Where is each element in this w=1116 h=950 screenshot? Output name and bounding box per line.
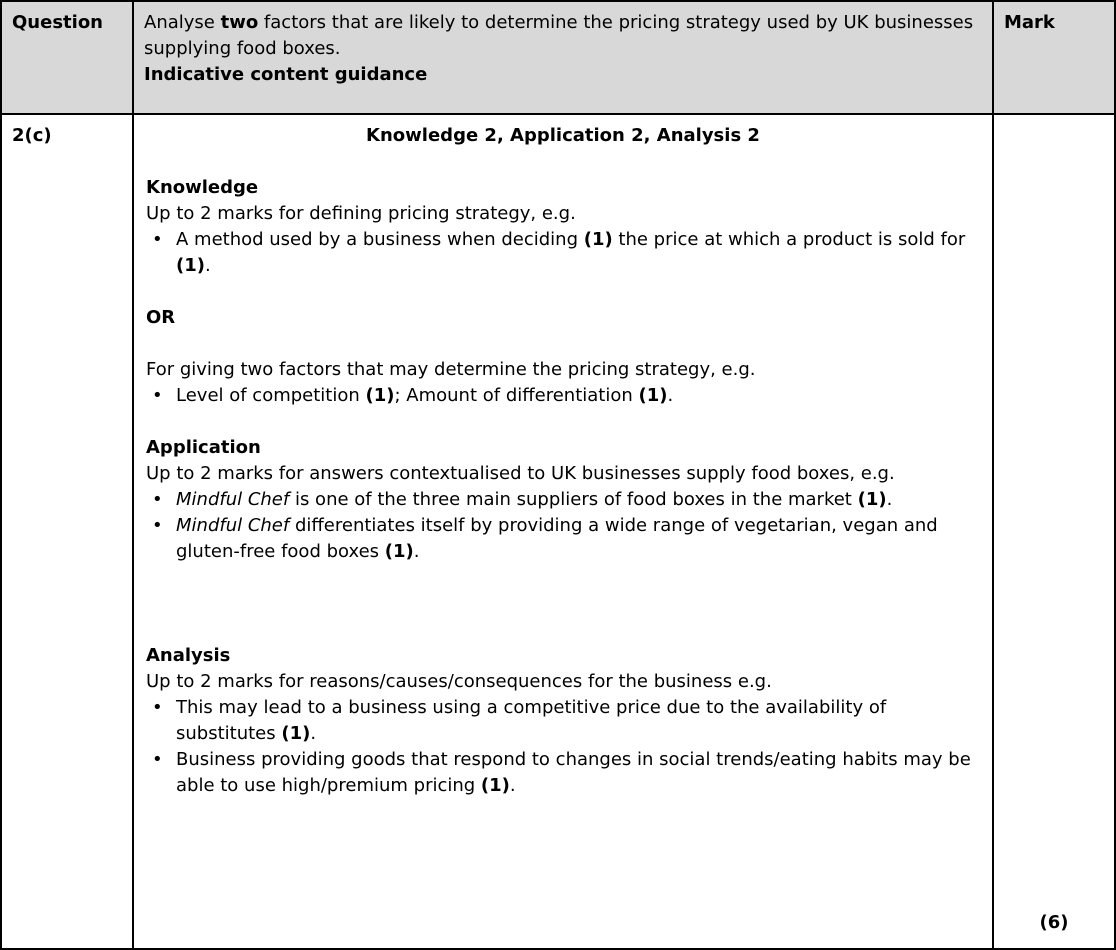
knowledge-section-title: Knowledge [146, 177, 259, 198]
knowledge-alt-intro: For giving two factors that may determine the pricing strategy, e.g. [146, 359, 756, 380]
mark-value: (6) [1039, 912, 1069, 933]
bullet-icon: • [152, 385, 163, 406]
application-intro: Up to 2 marks for answers contextualised to UK businesses supply food boxes, e.g. [146, 463, 895, 484]
marks-allocation-heading: Knowledge 2, Application 2, Analysis 2 [366, 125, 760, 146]
question-prompt-cell [132, 2, 992, 113]
bullet-icon: • [152, 697, 163, 718]
knowledge-alt-bullet [146, 383, 980, 409]
analysis-bullet-1 [146, 695, 980, 747]
question-number: 2(c) [12, 125, 52, 146]
knowledge-intro: Up to 2 marks for defining pricing strategy, e.g. [146, 203, 576, 224]
analysis-bullet-1-text: This may lead to a business using a competitive price due to the availability of substitutes (1). [176, 697, 887, 744]
or-separator: OR [146, 307, 176, 328]
table-header-row [2, 2, 1114, 115]
application-bullet-2-text: Mindful Chef differentiates itself by providing a wide range of vegetarian, vegan and gluten-free food boxes (1). [176, 515, 938, 562]
indicative-content-heading: Indicative content guidance [144, 64, 428, 85]
analysis-bullet-2-text: Business providing goods that respond to changes in social trends/eating habits may be able to use high/premium pricing (1). [176, 749, 971, 796]
analysis-bullet-2 [146, 747, 980, 799]
question-column-header: Question [12, 12, 103, 33]
analysis-section-title: Analysis [146, 645, 231, 666]
application-bullet-2 [146, 513, 980, 565]
indicative-content-cell [132, 115, 992, 948]
application-bullet-1-text: Mindful Chef is one of the three main suppliers of food boxes in the market (1). [176, 489, 893, 510]
application-section-title: Application [146, 437, 261, 458]
mark-value-cell [992, 115, 1114, 948]
bullet-icon: • [152, 489, 163, 510]
bullet-icon: • [152, 749, 163, 770]
application-bullet-1 [146, 487, 980, 513]
knowledge-alt-bullet-text: Level of competition (1); Amount of differentiation (1). [176, 385, 674, 406]
question-prompt: Analyse two factors that are likely to determine the pricing strategy used by UK businesses supplying food boxes. [144, 12, 974, 59]
table-body-row [2, 115, 1114, 948]
knowledge-bullet [146, 227, 980, 279]
mark-column-header: Mark [992, 2, 1114, 113]
bullet-icon: • [152, 515, 163, 536]
analysis-intro: Up to 2 marks for reasons/causes/consequences for the business e.g. [146, 671, 772, 692]
bullet-icon: • [152, 229, 163, 250]
knowledge-bullet-text: A method used by a business when deciding (1) the price at which a product is sold for (1). [176, 229, 966, 276]
